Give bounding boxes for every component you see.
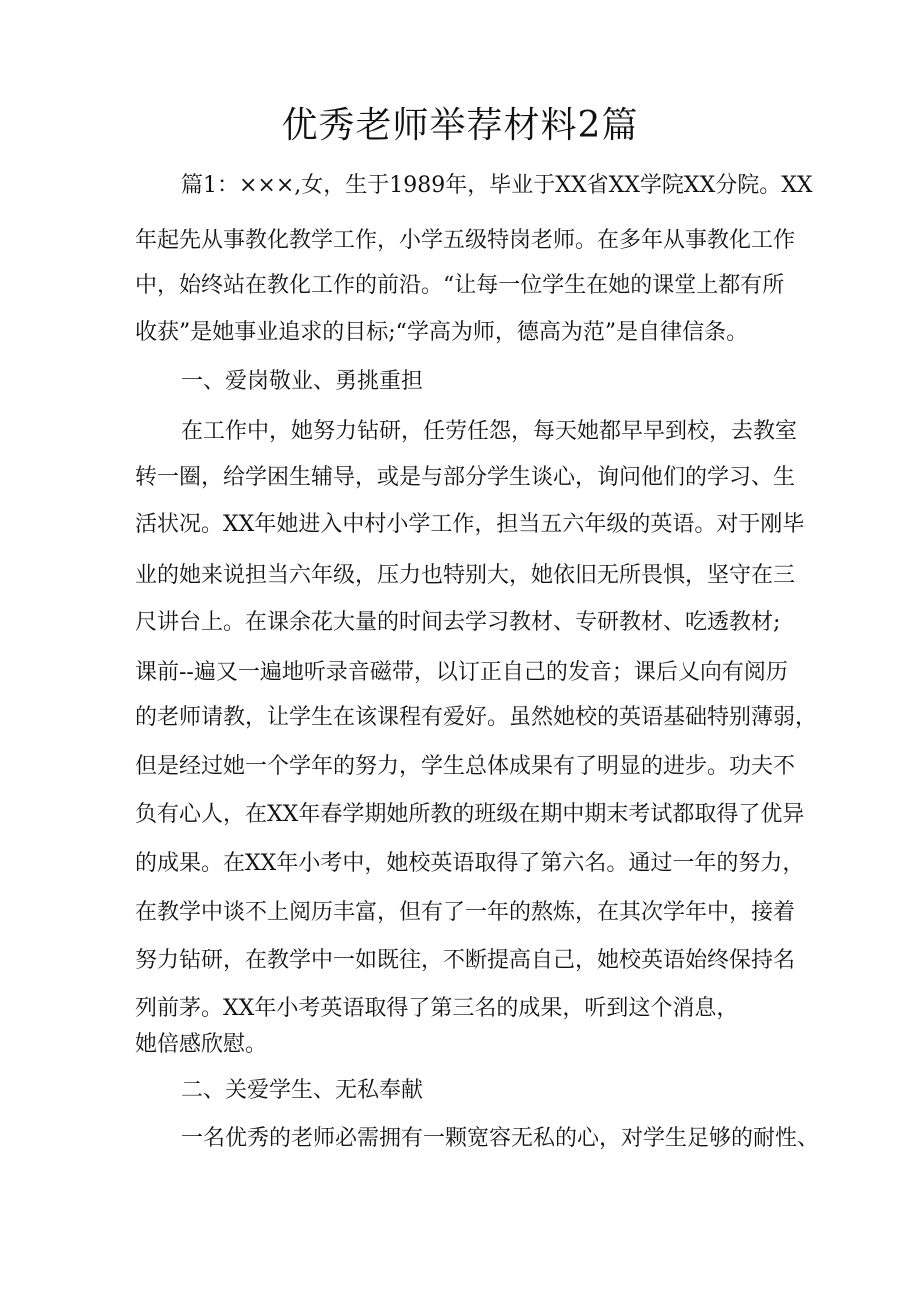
paragraph-2-line-10: 的成果。在XX年小考中，她校英语取得了第六名。通过一年的努力，: [135, 851, 805, 876]
paragraph-2-line-9: 负有心人，在XX年春学期她所教的班级在期中期末考试都取得了优异: [135, 802, 805, 827]
paragraph-2-line-2: 转一圈，给学困生辅导，或是与部分学生谈心，询问他们的学习、生: [135, 465, 796, 490]
paragraph-2-line-11: 在教学中谈不上阅历丰富，但有了一年的熬炼，在其次学年中，接着: [135, 900, 796, 925]
paragraph-1-line-2: 年起先从事教化教学工作，小学五级特岗老师。在多年从事教化工作: [135, 228, 796, 253]
paragraph-2-line-7: 的老师请教，让学生在该课程有爱好。虽然她校的英语基础特别薄弱，: [135, 705, 818, 730]
paragraph-1-line-3: 中，始终站在教化工作的前沿。“让每一位学生在她的课堂上都有所: [135, 273, 785, 298]
paragraph-2-line-4: 业的她来说担当六年级，压力也特别大，她依旧无所畏惧，坚守在三: [135, 563, 796, 588]
section-heading-2: 二、关爱学生、无私奉献: [181, 1078, 424, 1103]
paragraph-2-line-8: 但是经过她一个学年的努力，学生总体成果有了明显的进步。功夫不: [135, 754, 796, 779]
paragraph-2-line-3: 活状况。XX年她进入中村小学工作，担当五六年级的英语。对于刚毕: [135, 512, 805, 537]
paragraph-3-line-1: 一名优秀的老师必需拥有一颗宽容无私的心，对学生足够的耐性、: [181, 1126, 820, 1151]
paragraph-2-line-13: 列前茅。XX年小考英语取得了第三名的成果，听到这个消息，: [135, 996, 739, 1021]
document-title: 优秀老师举荐材料2篇: [281, 105, 639, 146]
paragraph-1-line-1: 篇1：×××,女，生于1989年，毕业于XX省XX学院XX分院。XX: [181, 173, 813, 198]
section-heading-1: 一、爱岗敬业、勇挑重担: [181, 369, 424, 394]
paragraph-2-line-12: 努力钻研，在教学中一如既往，不断提高自己，她校英语始终保持名: [135, 948, 796, 973]
paragraph-2-line-14: 她倍感欣慰。: [135, 1032, 268, 1057]
paragraph-2-line-6: 课前--遍又一遍地听录音磁带，以订正自己的发音；课后乂向有阅历: [135, 660, 788, 685]
paragraph-2-line-5: 尺讲台上。在课余花大量的时间去学习教材、专研教材、吃透教材;: [135, 610, 781, 635]
paragraph-1-line-4: 收获”是她事业追求的目标;“学高为师，德高为范”是自律信条。: [135, 320, 749, 345]
paragraph-2-line-1: 在工作中，她努力钻研，任劳任怨，每天她都早早到校，去教室: [181, 419, 798, 444]
